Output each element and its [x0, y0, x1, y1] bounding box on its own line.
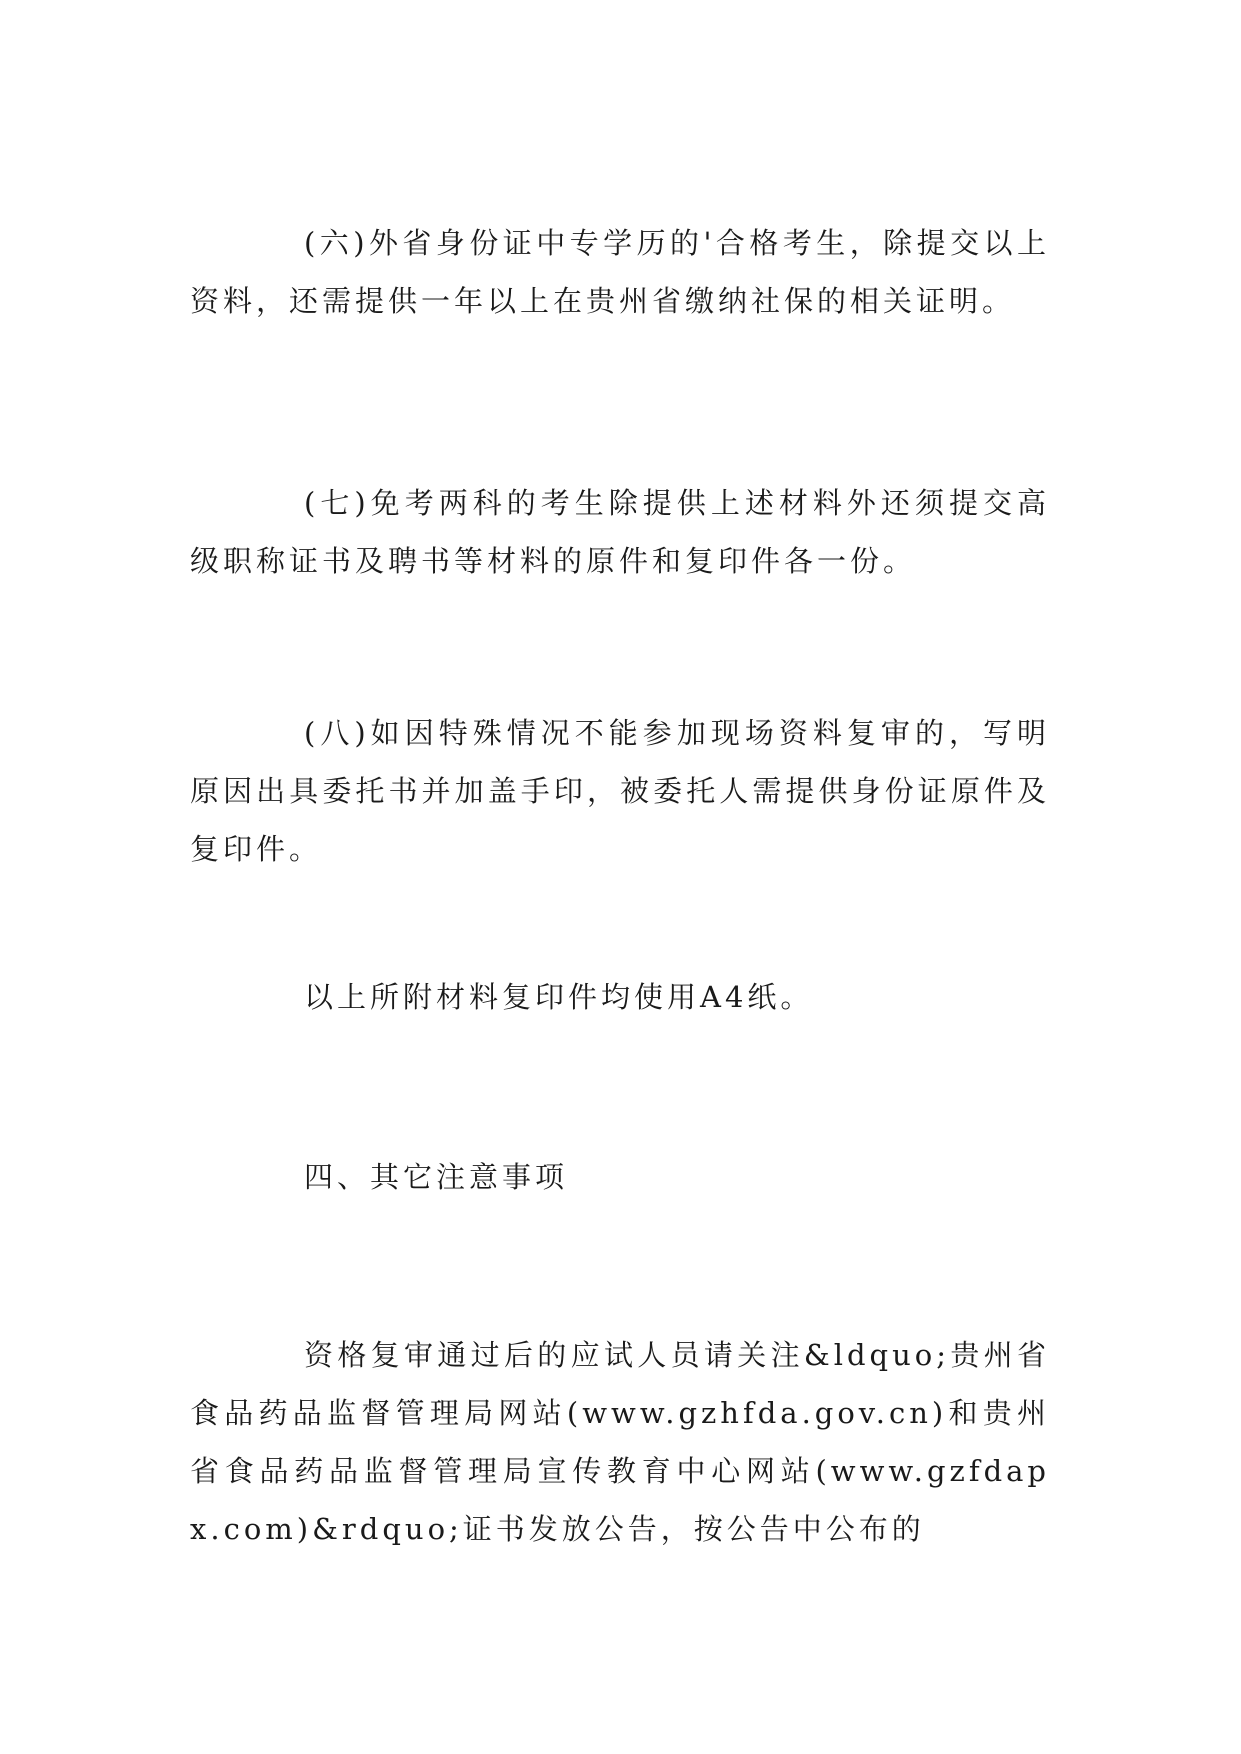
paragraph-item-8: (八)如因特殊情况不能参加现场资料复审的，写明原因出具委托书并加盖手印，被委托人需提供身份证原件及复印件。	[190, 716, 1050, 866]
paragraph-certificate-notice: 资格复审通过后的应试人员请关注&ldquo;贵州省食品药品监督管理局网站(www.gzhfda.gov.cn)和贵州省食品药品监督管理局宣传教育中心网站(www.gzfdapx.com)&rdquo;证书发放公告，按公告中公布的	[190, 1338, 1050, 1546]
paragraph-item-6: (六)外省身份证中专学历的'合格考生，除提交以上资料，还需提供一年以上在贵州省缴纳社保的相关证明。	[190, 226, 1050, 318]
paragraph-item-7: (七)免考两科的考生除提供上述材料外还须提交高级职称证书及聘书等材料的原件和复印件各一份。	[190, 486, 1050, 578]
section-heading-other-notes: 四、其它注意事项	[304, 1160, 569, 1194]
paragraph-a4-note: 以上所附材料复印件均使用A4纸。	[304, 980, 814, 1014]
